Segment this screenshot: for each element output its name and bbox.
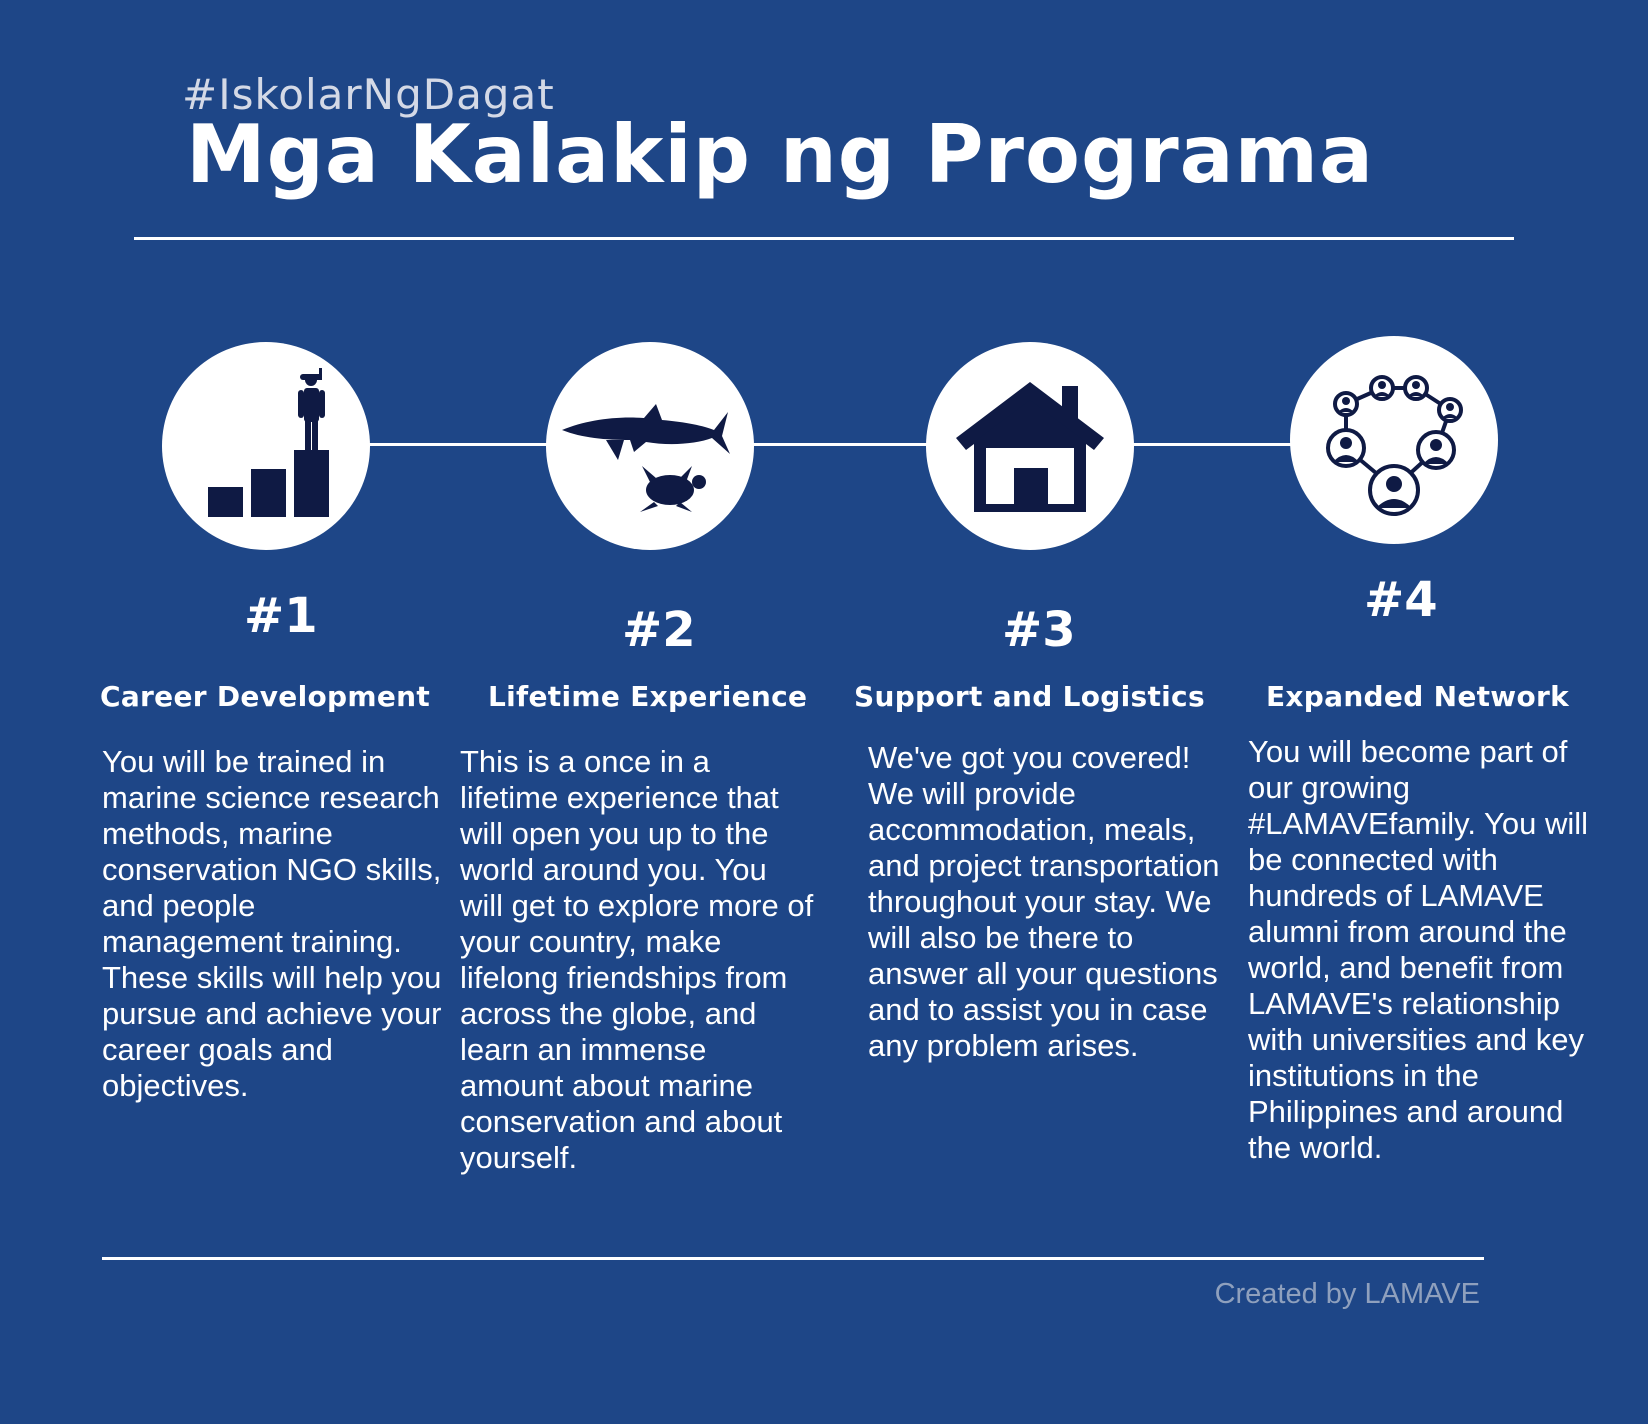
circle-career <box>162 342 370 550</box>
podium-diver-icon <box>162 342 370 550</box>
item-heading-3: Support and Logistics <box>854 680 1205 713</box>
item-text-1: You will be trained in marine science research methods, marine conservation NGO skills, and people management training. These skills will help you pursue and achieve your career goals and objectives. <box>102 744 442 1103</box>
shark-turtle-icon <box>546 342 754 550</box>
item-heading-1: Career Development <box>100 680 431 713</box>
house-icon <box>926 342 1134 550</box>
top-divider <box>134 237 1514 240</box>
circle-support <box>926 342 1134 550</box>
item-number-3: #3 <box>1002 602 1076 658</box>
timeline-connector <box>360 443 1300 446</box>
people-network-icon <box>1290 336 1498 544</box>
item-number-2: #2 <box>622 602 696 658</box>
item-text-4: You will become part of our growing #LAMAVEfamily. You will be connected with hundreds of LAMAVE alumni from around the world, and benefit from LAMAVE's relationship with universities and key institutions in the Philippines and around the world. <box>1248 734 1589 1165</box>
bottom-divider <box>102 1257 1484 1260</box>
circle-experience <box>546 342 754 550</box>
item-heading-4: Expanded Network <box>1266 680 1570 713</box>
circle-network <box>1290 336 1498 544</box>
item-number-4: #4 <box>1364 572 1438 628</box>
item-text-3: We've got you covered! We will provide accommodation, meals, and project transportation throughout your stay. We will also be there to answer all your questions and to assist you in case any problem arises. <box>868 740 1220 1063</box>
item-text-2: This is a once in a lifetime experience that will open you up to the world around you. You will get to explore more of your country, make lifelong friendships from across the globe, and learn an immense amount about marine conservation and about yourself. <box>460 744 814 1175</box>
page-title: Mga Kalakip ng Programa <box>186 108 1374 201</box>
credit-text: Created by LAMAVE <box>1214 1278 1480 1310</box>
item-number-1: #1 <box>244 588 318 644</box>
item-heading-2: Lifetime Experience <box>488 680 808 713</box>
hashtag: #IskolarNgDagat <box>182 70 555 119</box>
